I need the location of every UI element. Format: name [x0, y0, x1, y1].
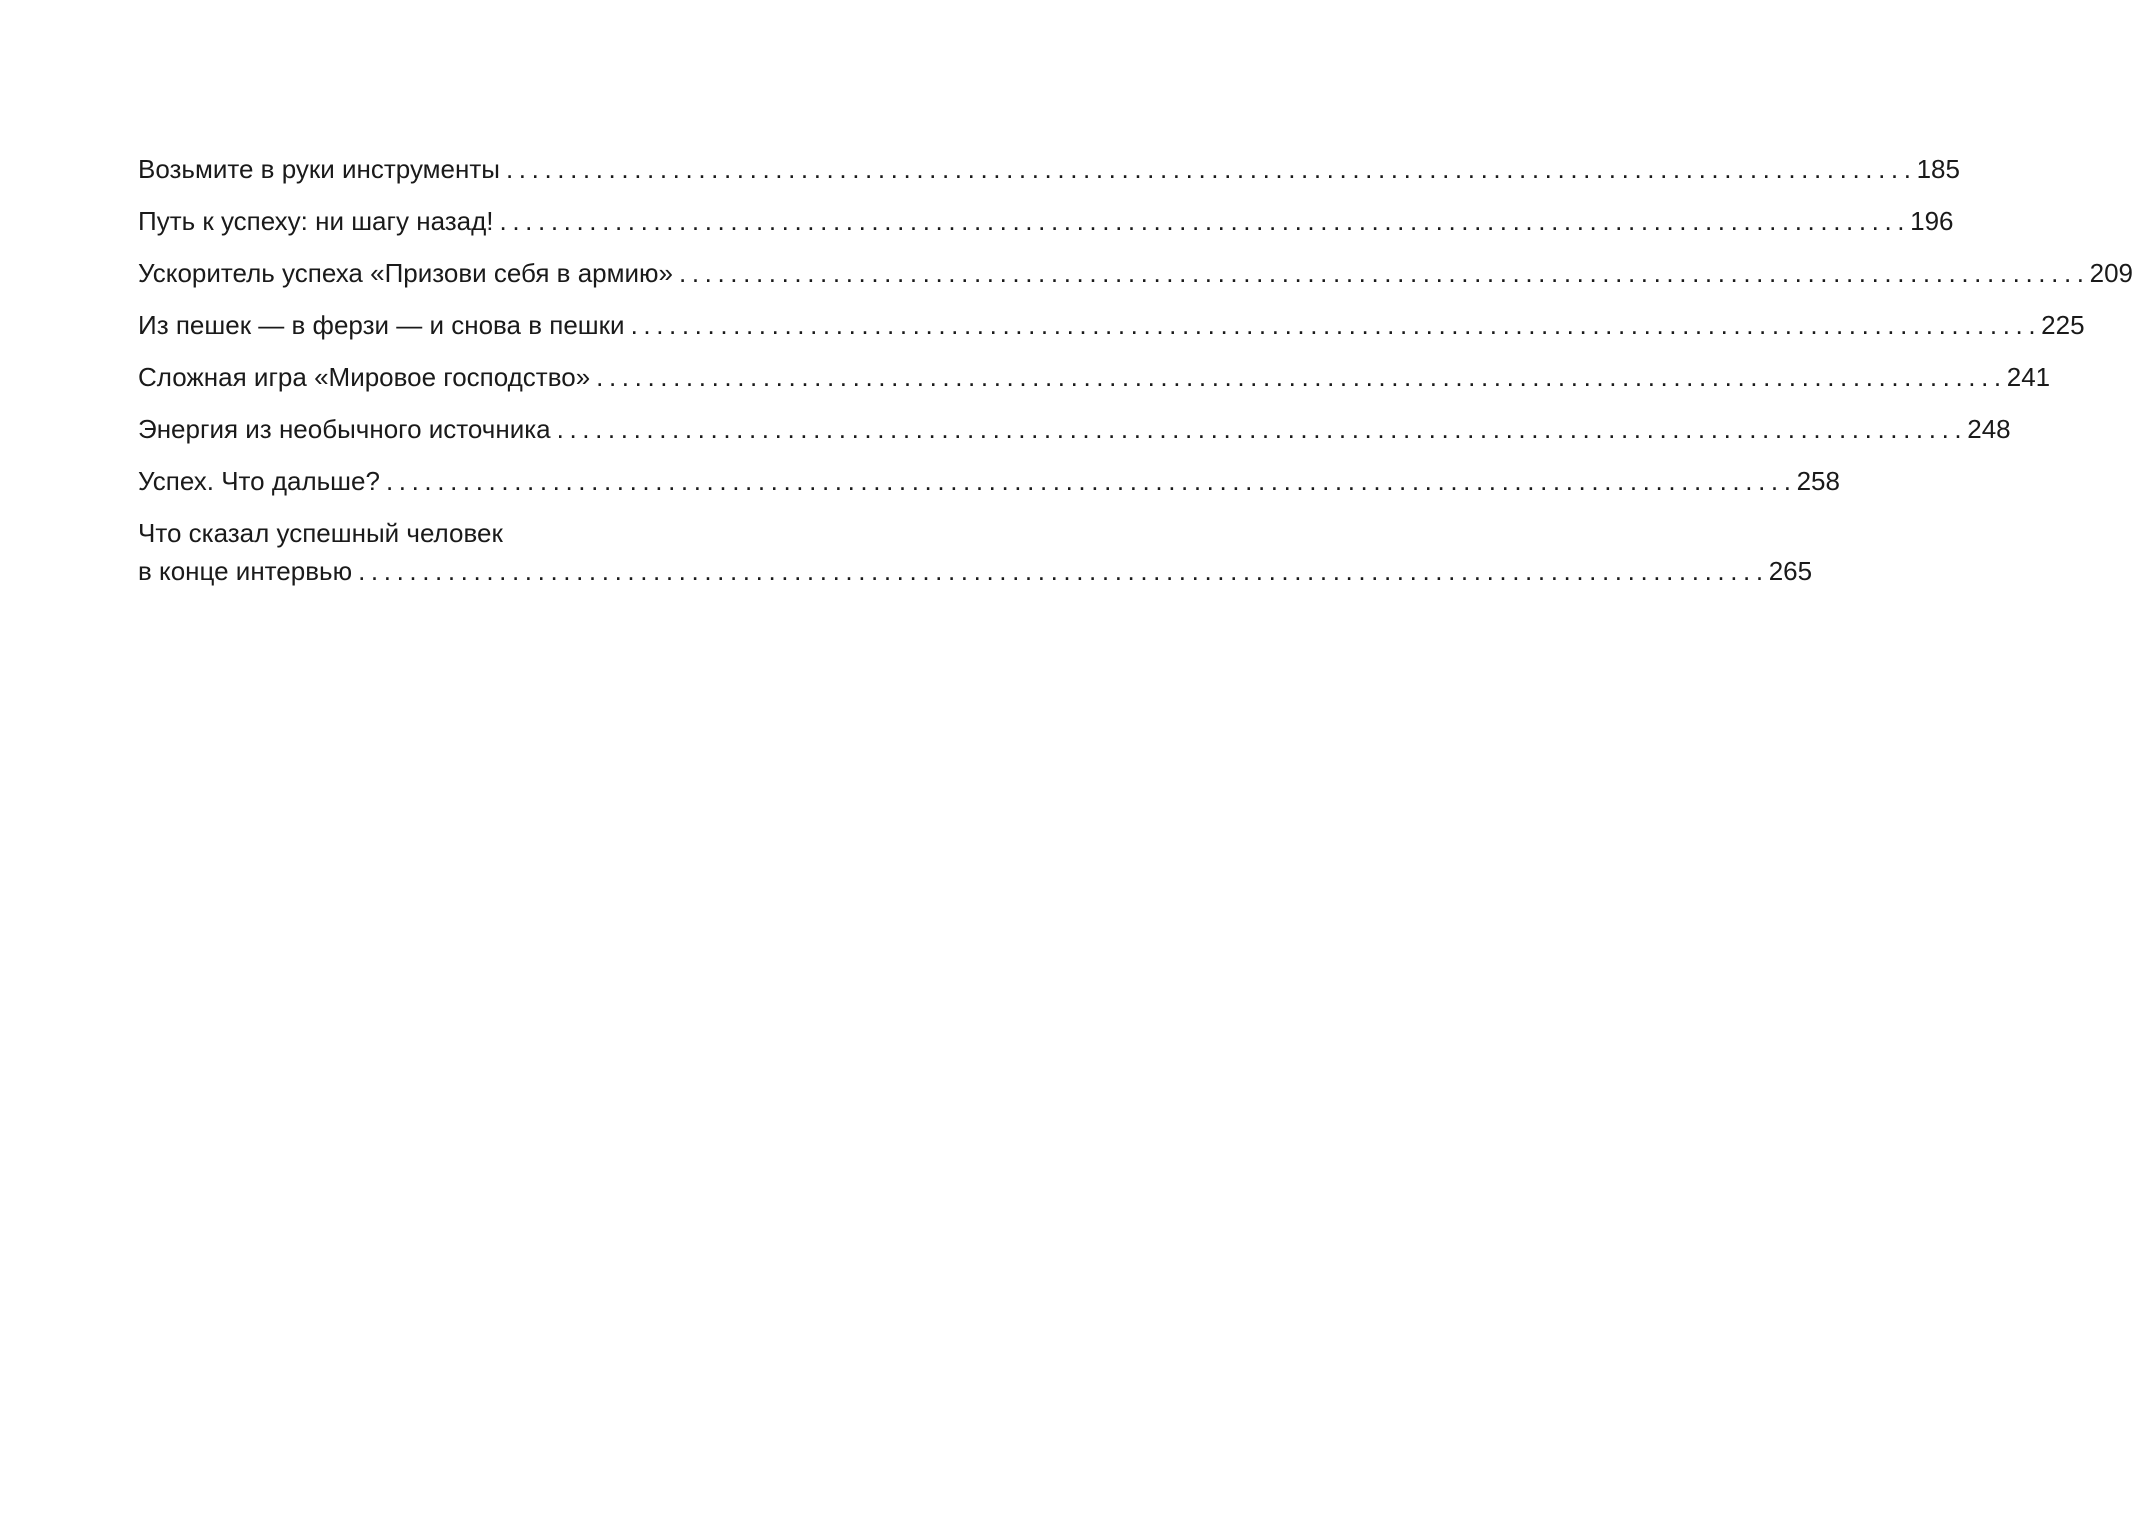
toc-line [138, 254, 2133, 292]
toc-entry-title: Что сказал успешный человек [138, 518, 503, 548]
dot-leader: .............................................................................................................. [499, 206, 1911, 236]
toc-entry [138, 514, 1813, 590]
toc-line [138, 514, 874, 552]
dot-leader: .............................................................................................................. [679, 258, 2090, 288]
toc-entry-title: Энергия из необычного источника [138, 414, 551, 444]
toc-entry [138, 306, 2085, 344]
toc-page-number: 185 [1916, 154, 1960, 184]
toc-entry-title: Возьмите в руки инструменты [138, 154, 500, 184]
dot-leader: .............................................................................................................. [385, 466, 1797, 496]
toc-page-number: 196 [1910, 206, 1954, 236]
toc-entry-title-continued: в конце интервью [138, 556, 353, 586]
toc-entry [138, 202, 1954, 240]
toc-page-number: 258 [1796, 466, 1840, 496]
toc-page-number: 241 [2006, 362, 2051, 392]
toc-page-number: 225 [2041, 310, 2085, 340]
toc-entry [138, 150, 1960, 188]
toc-line [138, 410, 2011, 448]
toc-line [138, 462, 1840, 500]
dot-leader: .............................................................................................................. [505, 154, 1917, 184]
toc-entry-title: Путь к успеху: ни шагу назад! [138, 206, 494, 236]
toc-line [138, 150, 1960, 188]
dot-leader: .............................................................................................................. [596, 362, 2007, 392]
toc-line [138, 202, 1954, 240]
toc-line [138, 358, 2051, 396]
toc-line [138, 552, 1813, 590]
toc-entry [138, 358, 2051, 396]
toc-entry-title: Из пешек — в ферзи — и снова в пешки [138, 310, 625, 340]
toc-entry [138, 410, 2011, 448]
dot-leader: .............................................................................................................. [630, 310, 2042, 340]
toc-page-number: 248 [1967, 414, 2011, 444]
toc-entry-title: Ускоритель успеха «Призови себя в армию» [138, 258, 673, 288]
dot-leader: .............................................................................................................. [358, 556, 1769, 586]
toc-page-number: 265 [1768, 556, 1813, 586]
toc-entry-title: Сложная игра «Мировое господство» [138, 362, 591, 392]
toc-entry [138, 254, 2133, 292]
table-of-contents [138, 150, 2133, 604]
toc-page-number: 209 [2089, 258, 2133, 288]
toc-entry [138, 462, 1840, 500]
toc-entry-title: Успех. Что дальше? [138, 466, 380, 496]
dot-leader: .............................................................................................................. [556, 414, 1968, 444]
toc-line [138, 306, 2085, 344]
